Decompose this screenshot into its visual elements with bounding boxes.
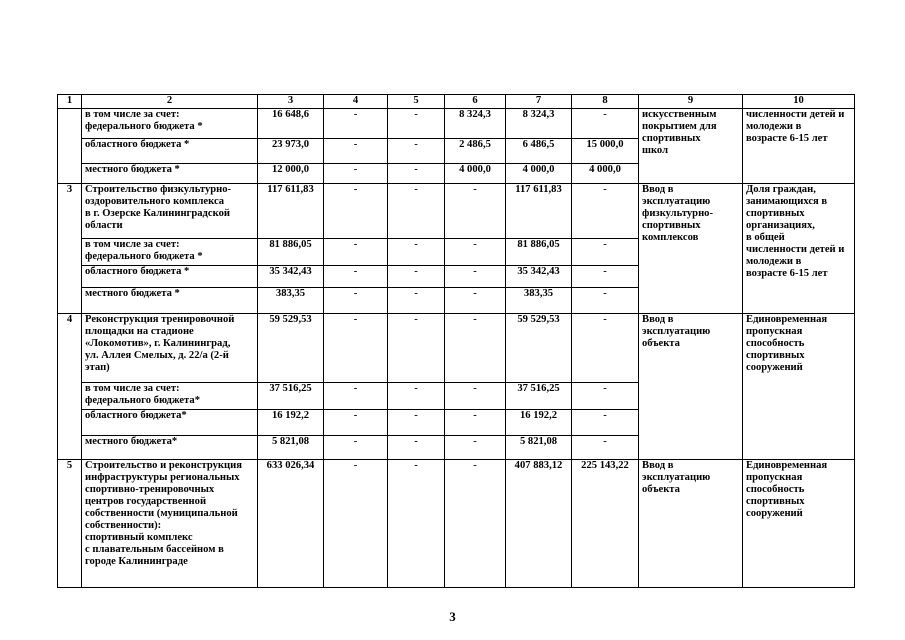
cell-col4: - [324, 410, 388, 436]
cell-col4: - [324, 109, 388, 139]
cell-total: 59 529,53 [258, 314, 324, 383]
cell-total: 633 026,34 [258, 460, 324, 588]
cell-col7: 16 192,2 [506, 410, 572, 436]
cell-col7: 37 516,25 [506, 383, 572, 410]
cell-col8: - [572, 109, 639, 139]
indicator-cell: численности детей и молодежи в возрасте 6-15 лет [743, 109, 855, 184]
indicator-cell: Единовременная пропускная способность спортивных сооружений [743, 314, 855, 460]
cell-total: 37 516,25 [258, 383, 324, 410]
cell-col4: - [324, 184, 388, 239]
cell-col7: 407 883,12 [506, 460, 572, 588]
cell-col4: - [324, 239, 388, 266]
col-header-2: 2 [82, 95, 258, 109]
cell-col6: - [445, 383, 506, 410]
cell-col7: 4 000,0 [506, 164, 572, 184]
table-row [58, 314, 855, 383]
cell-col5: - [388, 383, 445, 410]
cell-col4: - [324, 436, 388, 460]
cell-col7: 81 886,05 [506, 239, 572, 266]
cell-col5: - [388, 239, 445, 266]
table-row [58, 109, 855, 139]
cell-col5: - [388, 164, 445, 184]
cell-col8: - [572, 383, 639, 410]
cell-col5: - [388, 410, 445, 436]
cell-total: 35 342,43 [258, 266, 324, 288]
cell-total: 117 611,83 [258, 184, 324, 239]
funding-source-label: в том числе за счет: федерального бюджета* [82, 383, 258, 410]
cell-col5: - [388, 139, 445, 164]
cell-total: 16 192,2 [258, 410, 324, 436]
cell-col8: 15 000,0 [572, 139, 639, 164]
cell-col4: - [324, 314, 388, 383]
funding-source-label: в том числе за счет: федерального бюджета * [82, 109, 258, 139]
funding-source-label: областного бюджета * [82, 266, 258, 288]
cell-col8: - [572, 288, 639, 314]
result-cell: Ввод в эксплуатацию физкультурно- спортивных комплексов [639, 184, 743, 314]
funding-source-label: местного бюджета * [82, 164, 258, 184]
row-number-cell: 4 [58, 314, 82, 460]
row-number-cell [58, 109, 82, 184]
indicator-cell: Единовременная пропускная способность спортивных сооружений [743, 460, 855, 588]
cell-col6: - [445, 184, 506, 239]
cell-col6: - [445, 266, 506, 288]
row-number-cell: 3 [58, 184, 82, 314]
cell-col7: 59 529,53 [506, 314, 572, 383]
cell-col4: - [324, 383, 388, 410]
cell-col4: - [324, 139, 388, 164]
cell-col5: - [388, 266, 445, 288]
cell-col6: - [445, 314, 506, 383]
cell-col5: - [388, 314, 445, 383]
cell-col8: - [572, 314, 639, 383]
col-header-8: 8 [572, 95, 639, 109]
budget-table [57, 94, 855, 588]
col-header-7: 7 [506, 95, 572, 109]
funding-source-label: областного бюджета* [82, 410, 258, 436]
result-cell: Ввод в эксплуатацию объекта [639, 460, 743, 588]
cell-col6: - [445, 460, 506, 588]
cell-col4: - [324, 266, 388, 288]
col-header-9: 9 [639, 95, 743, 109]
result-cell: Ввод в эксплуатацию объекта [639, 314, 743, 460]
cell-total: 23 973,0 [258, 139, 324, 164]
col-header-6: 6 [445, 95, 506, 109]
cell-col6: 4 000,0 [445, 164, 506, 184]
row-number-cell: 5 [58, 460, 82, 588]
cell-col7: 117 611,83 [506, 184, 572, 239]
cell-col5: - [388, 184, 445, 239]
indicator-cell: Доля граждан, занимающихся в спортивных организациях, в общей численности детей и молодежи в возрасте 6-15 лет [743, 184, 855, 314]
project-name: Строительство и реконструкция инфраструктуры региональных спортивно-тренировочных центров государственной собственности (муниципальной собственности): спортивный комплекс с плавательным бассейном в городе Калининграде [82, 460, 258, 588]
cell-col6: 2 486,5 [445, 139, 506, 164]
funding-source-label: в том числе за счет: федерального бюджета * [82, 239, 258, 266]
page-number: 3 [449, 609, 456, 624]
cell-total: 16 648,6 [258, 109, 324, 139]
cell-col8: 225 143,22 [572, 460, 639, 588]
cell-col5: - [388, 436, 445, 460]
table-row [58, 460, 855, 588]
project-name: Реконструкция тренировочной площадки на стадионе «Локомотив», г. Калининград, ул. Аллея Смелых, д. 22/а (2-й этап) [82, 314, 258, 383]
cell-col4: - [324, 164, 388, 184]
col-header-3: 3 [258, 95, 324, 109]
cell-col6: - [445, 410, 506, 436]
cell-col5: - [388, 109, 445, 139]
cell-col6: - [445, 239, 506, 266]
cell-col8: - [572, 184, 639, 239]
cell-col4: - [324, 288, 388, 314]
col-header-4: 4 [324, 95, 388, 109]
funding-source-label: областного бюджета * [82, 139, 258, 164]
cell-col7: 5 821,08 [506, 436, 572, 460]
col-header-5: 5 [388, 95, 445, 109]
col-header-10: 10 [743, 95, 855, 109]
cell-total: 5 821,08 [258, 436, 324, 460]
funding-source-label: местного бюджета* [82, 436, 258, 460]
table-row [58, 184, 855, 239]
cell-col6: - [445, 288, 506, 314]
funding-source-label: местного бюджета * [82, 288, 258, 314]
result-cell: искусственным покрытием для спортивных школ [639, 109, 743, 184]
cell-col7: 383,35 [506, 288, 572, 314]
cell-total: 383,35 [258, 288, 324, 314]
header-row [58, 95, 855, 109]
col-header-1: 1 [58, 95, 82, 109]
cell-col8: - [572, 266, 639, 288]
cell-total: 81 886,05 [258, 239, 324, 266]
cell-col8: - [572, 239, 639, 266]
cell-col7: 6 486,5 [506, 139, 572, 164]
cell-col7: 35 342,43 [506, 266, 572, 288]
cell-col4: - [324, 460, 388, 588]
cell-col6: - [445, 436, 506, 460]
cell-col6: 8 324,3 [445, 109, 506, 139]
cell-col5: - [388, 460, 445, 588]
cell-col5: - [388, 288, 445, 314]
cell-col8: - [572, 436, 639, 460]
cell-total: 12 000,0 [258, 164, 324, 184]
project-name: Строительство физкультурно- оздоровительного комплекса в г. Озерске Калининградской области [82, 184, 258, 239]
cell-col8: - [572, 410, 639, 436]
cell-col7: 8 324,3 [506, 109, 572, 139]
cell-col8: 4 000,0 [572, 164, 639, 184]
